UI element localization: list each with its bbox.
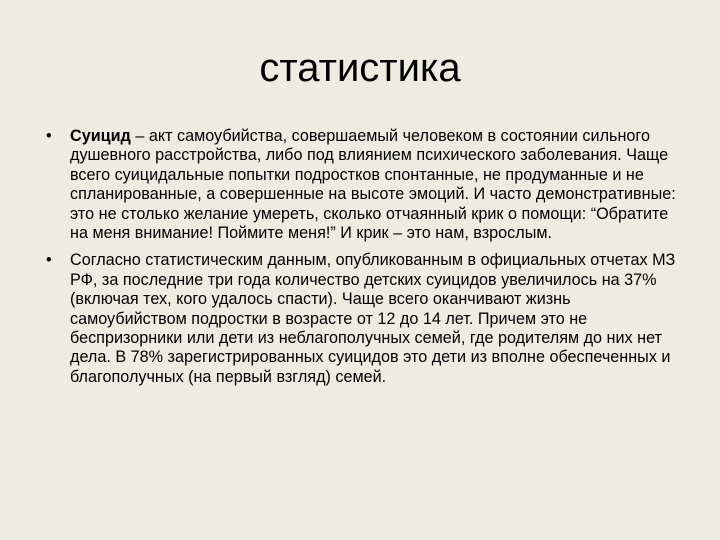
slide-title: статистика: [259, 46, 461, 90]
bullet-text: Согласно статистическим данным, опубликованным в официальных отчетах МЗ РФ, за последние три года количество детских суицидов увеличилось на 37% (включая тех, кого удалось спасти). Чаще всего оканчивают жизнь самоубийством подростки в возрасте от 12 до 14 лет. Причем это не беспризорники или дети из неблагополучных семей, где родителям до них нет дела. В 78% зарегистрированных суицидов это дети из вполне обеспеченных и благополучных (на первый взгляд) семей.: [70, 251, 676, 386]
bullet-item-statistics: [46, 251, 686, 387]
bullet-term: Суицид: [70, 127, 131, 145]
bullet-item-suicide-definition: [46, 127, 686, 243]
bullet-icon: •: [46, 251, 52, 270]
bullet-list: [46, 127, 686, 395]
bullet-icon: •: [46, 127, 52, 145]
bullet-text: – акт самоубийства, совершаемый человеком в состоянии сильного душевного расстройства, либо под влиянием психического заболевания. Чаще всего суицидальные попытки подростков спонтанные, не продуманные и не спланированные, а совершенные на высоте эмоций. И часто демонстративные: это не столько желание умереть, сколько отчаянный крик о помощи: “Обратите на меня внимание! Поймите меня!” И крик – это нам, взрослым.: [70, 127, 676, 243]
